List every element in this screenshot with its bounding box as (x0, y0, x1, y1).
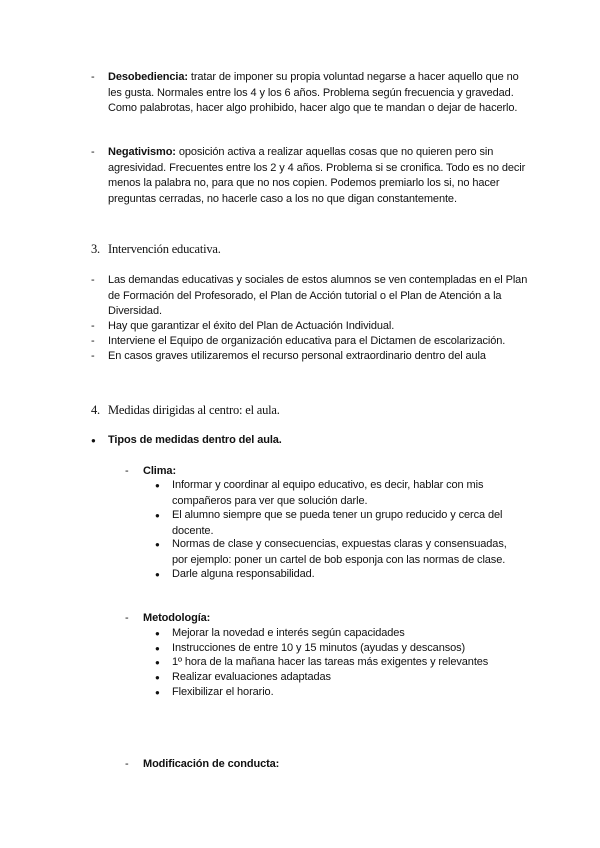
list-item (155, 537, 525, 568)
list-item-text: Instrucciones de entre 10 y 15 minutos (ayudas y descansos) (172, 642, 466, 654)
bullet-icon: ● (155, 644, 160, 653)
list-item-desobediencia (91, 70, 531, 117)
list-item-text: 1º hora de la mañana hacer las tareas más exigentes y relevantes (172, 656, 489, 668)
list-item-text: Interviene el Equipo de organización educativa para el Dictamen de escolarización. (108, 335, 506, 347)
section-3-number: 3. (91, 242, 100, 256)
dash-marker: - (91, 71, 95, 83)
dash-marker: - (91, 320, 95, 332)
list-item (155, 670, 525, 686)
term-desobediencia: Desobediencia: (108, 71, 188, 83)
list-item-text: El alumno siempre que se pueda tener un grupo reducido y cerca del docente. (172, 509, 503, 537)
list-item-negativismo (91, 145, 531, 207)
section-4-number: 4. (91, 403, 100, 417)
list-item (155, 478, 525, 509)
list-item (155, 567, 525, 583)
bullet-icon: ● (155, 688, 160, 697)
list-item-text: En casos graves utilizaremos el recurso personal extraordinario dentro del aula (108, 350, 486, 362)
section-3-heading (91, 241, 221, 257)
bullet-icon: ● (155, 511, 160, 520)
list-item (91, 349, 531, 365)
bullet-icon: ● (155, 629, 160, 638)
dash-marker: - (125, 758, 129, 770)
bullet-icon: ● (155, 540, 160, 549)
section-4-heading (91, 402, 280, 418)
main-bullet-text: Tipos de medidas dentro del aula. (108, 434, 282, 446)
list-item-text: Realizar evaluaciones adaptadas (172, 671, 331, 683)
term-negativismo: Negativismo: (108, 146, 176, 158)
list-item-text: Mejorar la novedad e interés según capacidades (172, 627, 405, 639)
bullet-icon: ● (155, 658, 160, 667)
list-item (155, 508, 525, 539)
list-item (91, 273, 531, 320)
list-item-text: Hay que garantizar el éxito del Plan de Actuación Individual. (108, 320, 395, 332)
main-bullet (91, 433, 531, 449)
list-item-text: Normas de clase y consecuencias, expuestas claras y consensuadas, por ejemplo: poner un cartel de bob esponja con las normas de clase. (172, 538, 507, 566)
section-4-title: Medidas dirigidas al centro: el aula. (108, 403, 280, 417)
dash-marker: - (91, 350, 95, 362)
bullet-icon: ● (155, 570, 160, 579)
list-item (155, 626, 525, 642)
bullet-icon: ● (155, 673, 160, 682)
bullet-icon: ● (91, 436, 96, 445)
definition-negativismo: oposición activa a realizar aquellas cosas que no quieren pero sin agresividad. Frecuentes entre los 2 y 4 años. Problema si se cronifica. Todo es no decir menos la palabra no, para que no nos copien. Podemos premiarlo los si, no hacer preguntas cerradas, no hacerle caso a los no que digan constantemente. (108, 146, 526, 205)
list-item (155, 655, 525, 671)
definition-desobediencia: tratar de imponer su propia voluntad negarse a hacer aquello que no les gusta. Normales entre los 4 y los 6 años. Problema según frecuencia y gravedad. Como palabrotas, hacer algo prohibido, hacer algo que te mandan o dejar de hacerlo. (108, 71, 519, 114)
list-item (91, 334, 531, 350)
dash-marker: - (125, 465, 129, 477)
section-3-title: Intervención educativa. (108, 242, 221, 256)
list-item (155, 685, 525, 701)
subsection-label-clima: Clima: (143, 465, 177, 477)
subsection-label-modificacion: Modificación de conducta: (143, 758, 280, 770)
subsection-label-metodologia: Metodología: (143, 612, 211, 624)
list-item-text: Informar y coordinar al equipo educativo, es decir, hablar con mis compañeros para ver que solución darle. (172, 479, 484, 507)
list-item-text: Las demandas educativas y sociales de estos alumnos se ven contempladas en el Plan de Formación del Profesorado, el Plan de Acción tutorial o el Plan de Atención a la Diversidad. (108, 274, 528, 317)
list-item (91, 319, 531, 335)
dash-marker: - (91, 274, 95, 286)
dash-marker: - (125, 612, 129, 624)
list-item-text: Darle alguna responsabilidad. (172, 568, 315, 580)
list-item-text: Flexibilizar el horario. (172, 686, 274, 698)
bullet-icon: ● (155, 481, 160, 490)
dash-marker: - (91, 335, 95, 347)
dash-marker: - (91, 146, 95, 158)
